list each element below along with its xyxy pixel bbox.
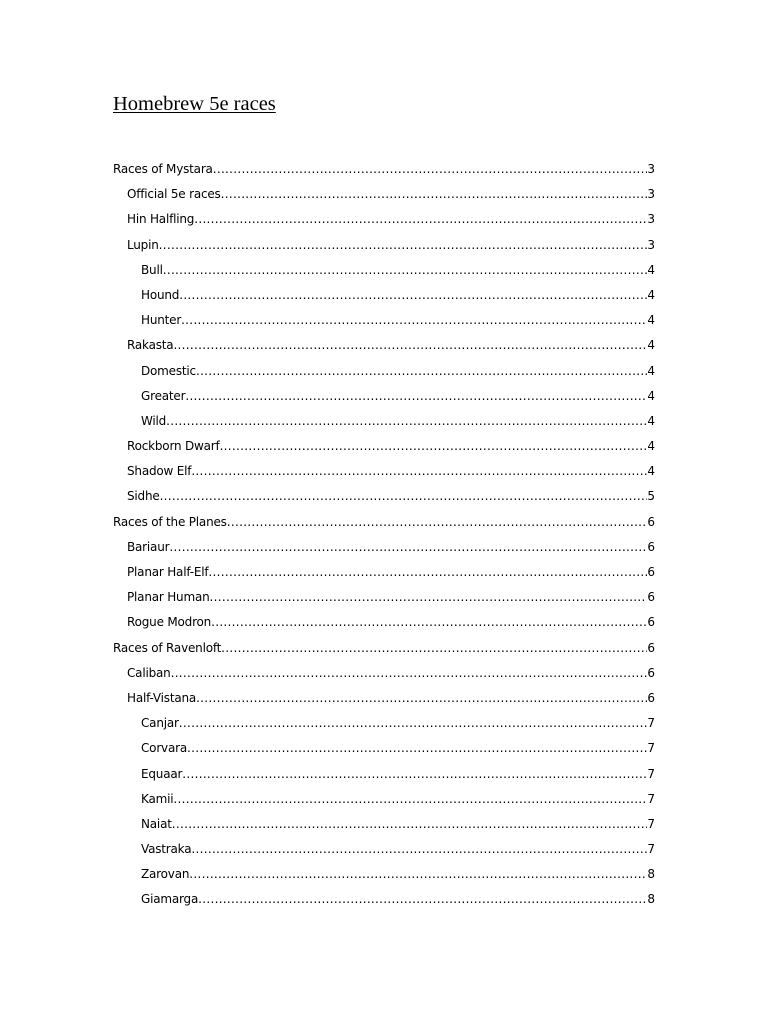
- toc-dot-leader: [213, 157, 648, 182]
- toc-dot-leader: [181, 308, 647, 333]
- toc-entry-page-number: 6: [647, 590, 655, 605]
- toc-dot-leader: [221, 182, 648, 207]
- toc-dot-leader: [173, 333, 647, 358]
- toc-entry-page-number: 4: [647, 464, 655, 479]
- toc-entry-label: Canjar: [141, 716, 179, 731]
- toc-entry-page-number: 6: [647, 690, 655, 705]
- toc-entry-label: Half-Vistana: [127, 690, 197, 705]
- toc-entry[interactable]: [113, 762, 655, 787]
- toc-entry[interactable]: [113, 686, 655, 711]
- document-title: Homebrew 5e races: [113, 93, 276, 115]
- toc-entry-page-number: 7: [647, 791, 655, 806]
- toc-dot-leader: [227, 510, 648, 535]
- toc-entry-label: Hound: [141, 287, 180, 302]
- toc-entry-label: Sidhe: [127, 489, 160, 504]
- toc-entry-page-number: 4: [647, 287, 655, 302]
- toc-entry-label: Races of Mystara: [113, 162, 213, 176]
- toc-entry[interactable]: [113, 459, 655, 484]
- toc-dot-leader: [172, 812, 648, 837]
- toc-entry-label: Giamarga: [141, 892, 199, 907]
- toc-entry[interactable]: [113, 610, 655, 635]
- toc-entry-page-number: 7: [647, 716, 655, 731]
- toc-dot-leader: [194, 207, 647, 232]
- toc-entry[interactable]: [113, 157, 655, 182]
- toc-entry[interactable]: [113, 887, 655, 912]
- toc-dot-leader: [220, 434, 648, 459]
- toc-entry-page-number: 7: [647, 766, 655, 781]
- toc-entry[interactable]: [113, 384, 655, 409]
- toc-dot-leader: [163, 258, 648, 283]
- toc-dot-leader: [179, 283, 647, 308]
- toc-dot-leader: [208, 560, 647, 585]
- toc-entry-page-number: 6: [647, 539, 655, 554]
- toc-entry-label: Rogue Modron: [127, 615, 212, 630]
- toc-entry[interactable]: [113, 510, 655, 535]
- toc-entry-label: Naiat: [141, 816, 172, 831]
- toc-dot-leader: [191, 459, 647, 484]
- toc-entry[interactable]: [113, 434, 655, 459]
- toc-entry-page-number: 6: [647, 615, 655, 630]
- toc-entry[interactable]: [113, 359, 655, 384]
- toc-dot-leader: [173, 787, 647, 812]
- toc-entry-label: Hin Halfling: [127, 212, 195, 227]
- toc-entry-page-number: 6: [647, 514, 655, 529]
- toc-entry-label: Shadow Elf: [127, 464, 192, 479]
- toc-entry-label: Zarovan: [141, 867, 190, 882]
- toc-entry[interactable]: [113, 409, 655, 434]
- toc-entry-label: Caliban: [127, 665, 171, 680]
- toc-dot-leader: [210, 585, 648, 610]
- toc-entry-page-number: 7: [647, 816, 655, 831]
- toc-dot-leader: [198, 887, 647, 912]
- toc-entry[interactable]: [113, 661, 655, 686]
- toc-entry-page-number: 8: [647, 867, 655, 882]
- toc-entry[interactable]: [113, 258, 655, 283]
- toc-entry-page-number: 4: [647, 388, 655, 403]
- toc-entry[interactable]: [113, 812, 655, 837]
- toc-dot-leader: [187, 736, 647, 761]
- toc-entry-page-number: 4: [647, 413, 655, 428]
- toc-entry[interactable]: [113, 182, 655, 207]
- toc-entry[interactable]: [113, 585, 655, 610]
- toc-dot-leader: [182, 762, 647, 787]
- toc-entry-page-number: 3: [647, 187, 655, 202]
- toc-entry-label: Planar Human: [127, 590, 210, 605]
- toc-entry-page-number: 7: [647, 842, 655, 857]
- toc-dot-leader: [179, 711, 648, 736]
- toc-entry-label: Rakasta: [127, 338, 174, 353]
- toc-entry-label: Vastraka: [141, 842, 192, 857]
- toc-entry-page-number: 6: [647, 665, 655, 680]
- toc-entry-page-number: 4: [647, 262, 655, 277]
- toc-entry-page-number: 4: [647, 338, 655, 353]
- toc-entry-page-number: 4: [647, 363, 655, 378]
- toc-entry[interactable]: [113, 308, 655, 333]
- toc-entry-label: Bariaur: [127, 539, 170, 554]
- toc-entry[interactable]: [113, 862, 655, 887]
- table-of-contents: [113, 157, 655, 913]
- toc-dot-leader: [211, 610, 647, 635]
- toc-entry[interactable]: [113, 233, 655, 258]
- toc-entry-page-number: 3: [647, 237, 655, 252]
- toc-entry-label: Rockborn Dwarf: [127, 439, 220, 454]
- toc-entry-page-number: 8: [647, 892, 655, 907]
- toc-entry-page-number: 3: [647, 162, 655, 176]
- toc-dot-leader: [160, 484, 648, 509]
- toc-entry[interactable]: [113, 560, 655, 585]
- toc-entry[interactable]: [113, 636, 655, 661]
- toc-entry-label: Equaar: [141, 766, 183, 781]
- toc-entry-label: Hunter: [141, 313, 182, 328]
- toc-entry[interactable]: [113, 207, 655, 232]
- toc-entry-page-number: 6: [647, 565, 655, 579]
- toc-entry-label: Planar Half-Elf: [127, 565, 209, 579]
- toc-entry[interactable]: [113, 333, 655, 358]
- toc-dot-leader: [159, 233, 648, 258]
- toc-entry[interactable]: [113, 736, 655, 761]
- toc-entry-label: Races of the Planes: [113, 514, 227, 529]
- toc-entry-page-number: 4: [647, 313, 655, 328]
- toc-dot-leader: [221, 636, 647, 661]
- toc-entry-label: Official 5e races: [127, 187, 221, 202]
- toc-entry[interactable]: [113, 535, 655, 560]
- toc-entry-label: Bull: [141, 262, 163, 277]
- toc-entry[interactable]: [113, 711, 655, 736]
- toc-entry-page-number: 5: [647, 489, 655, 504]
- toc-entry-label: Greater: [141, 388, 186, 403]
- toc-entry-page-number: 4: [647, 439, 655, 454]
- toc-entry-page-number: 6: [647, 640, 655, 655]
- toc-entry-label: Races of Ravenloft: [113, 640, 222, 655]
- toc-entry-page-number: 3: [647, 212, 655, 227]
- toc-entry-page-number: 7: [647, 741, 655, 756]
- toc-entry-label: Domestic: [141, 363, 196, 378]
- toc-entry-label: Wild: [141, 413, 167, 428]
- toc-dot-leader: [189, 862, 647, 887]
- toc-dot-leader: [166, 409, 647, 434]
- toc-entry[interactable]: [113, 283, 655, 308]
- toc-entry-label: Corvara: [141, 741, 187, 756]
- toc-entry[interactable]: [113, 837, 655, 862]
- toc-dot-leader: [196, 686, 647, 711]
- toc-dot-leader: [196, 359, 647, 384]
- toc-dot-leader: [185, 384, 647, 409]
- toc-entry-label: Kamii: [141, 791, 174, 806]
- toc-dot-leader: [171, 661, 648, 686]
- toc-entry-label: Lupin: [127, 237, 159, 252]
- toc-entry[interactable]: [113, 484, 655, 509]
- toc-entry[interactable]: [113, 787, 655, 812]
- toc-dot-leader: [191, 837, 647, 862]
- toc-dot-leader: [169, 535, 647, 560]
